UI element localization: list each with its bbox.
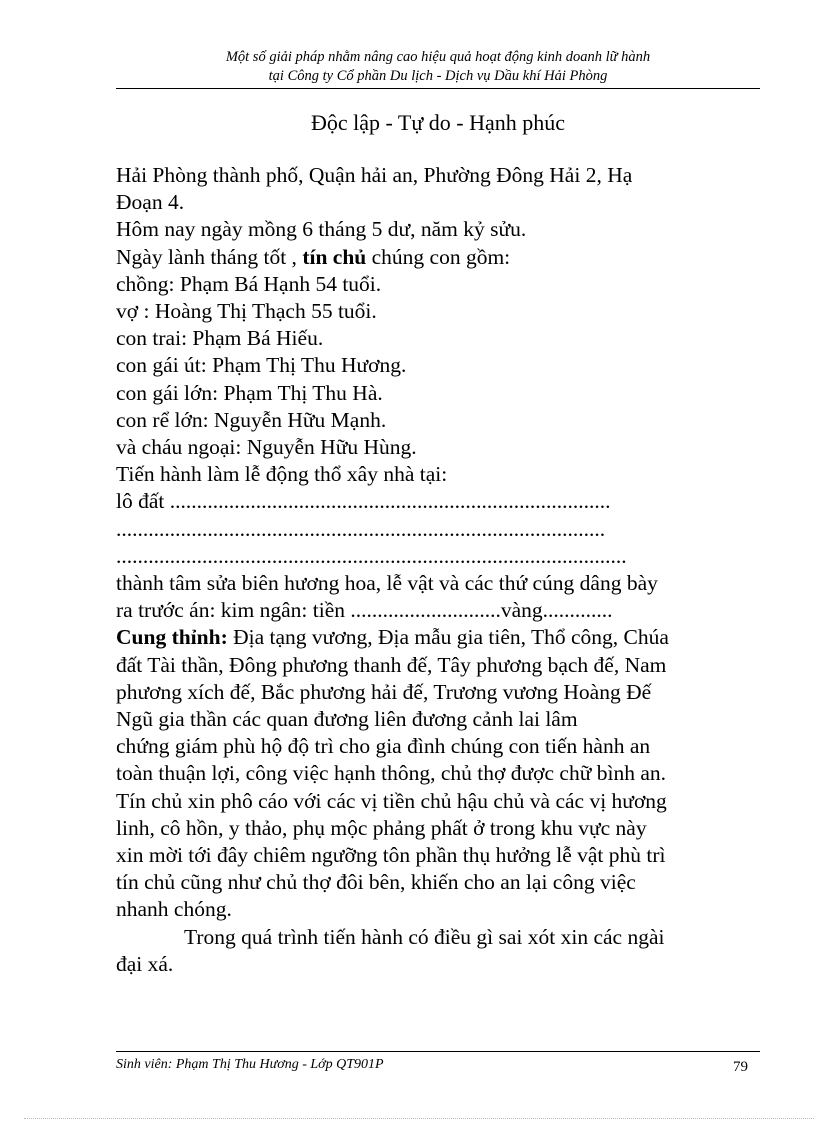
footer-divider — [116, 1051, 760, 1052]
text-line — [116, 244, 776, 271]
text-line: Tiến hành làm lễ động thổ xây nhà tại: — [116, 462, 448, 487]
text-line: ............................................................................................... — [116, 543, 627, 568]
text-line: đất Tài thần, Đông phương thanh đế, Tây phương bạch đế, Nam — [116, 652, 667, 677]
bold-term-cung-thinh: Cung thỉnh: — [116, 625, 228, 650]
text-line: thành tâm sửa biên hương hoa, lễ vật và các thứ cúng dâng bày — [116, 571, 658, 596]
text-line: toàn thuận lợi, công việc hạnh thông, chủ thợ được chữ bình an. — [116, 761, 667, 786]
text-line: nhanh chóng. — [116, 897, 232, 922]
text-fragment: Địa tạng vương, Địa mẫu gia tiên, Thổ công, Chúa — [227, 625, 669, 650]
text-line: ........................................................................................... — [116, 516, 606, 541]
text-line: phương xích đế, Bắc phương hải đế, Trương vương Hoàng Đế — [116, 679, 652, 704]
text-fragment: chúng con gồm: — [366, 244, 511, 269]
document-body — [116, 162, 776, 978]
footer-student: Sinh viên: Phạm Thị Thu Hương - Lớp QT901P — [116, 1057, 384, 1072]
text-line: Trong quá trình tiến hành có điều gì sai xót xin các ngài — [184, 924, 665, 949]
text-fragment: Ngày lành tháng tốt , — [116, 244, 303, 269]
text-line: và cháu ngoại: Nguyễn Hữu Hùng. — [116, 435, 417, 460]
running-header — [116, 48, 760, 89]
text-line: con rể lớn: Nguyễn Hữu Mạnh. — [116, 407, 387, 432]
bold-term-tin-chu: tín chủ — [302, 244, 367, 269]
text-line: lô đất .................................................................................. — [116, 489, 611, 514]
text-line: đại xá. — [116, 951, 174, 976]
text-line: linh, cô hồn, y thảo, phụ mộc phảng phất ở trong khu vực này — [116, 815, 647, 840]
text-line: chứng giám phù hộ độ trì cho gia đình chúng con tiến hành an — [116, 734, 651, 759]
text-line: vợ : Hoàng Thị Thạch 55 tuổi. — [116, 299, 377, 324]
page-number: 79 — [733, 1059, 748, 1075]
text-line: Tín chủ xin phô cáo với các vị tiền chủ hậu chủ và các vị hương — [116, 788, 667, 813]
page-edge-divider — [24, 1118, 814, 1119]
text-line: tín chủ cũng như chủ thợ đôi bên, khiến cho an lại công việc — [116, 870, 636, 895]
text-line: Ngũ gia thần các quan đương liên đương cảnh lai lâm — [116, 707, 578, 732]
header-line-1: Một số giải pháp nhằm nâng cao hiệu quả hoạt động kinh doanh lữ hành — [225, 49, 651, 65]
text-line: Hôm nay ngày mồng 6 tháng 5 dư, năm kỷ sửu. — [116, 217, 527, 242]
text-line: ra trước án: kim ngân: tiền ............................vàng............. — [116, 598, 613, 623]
text-line: con gái lớn: Phạm Thị Thu Hà. — [116, 380, 383, 405]
text-line: con gái út: Phạm Thị Thu Hương. — [116, 353, 407, 378]
text-line: Đoạn 4. — [116, 190, 185, 215]
text-line: Hải Phòng thành phố, Quận hải an, Phường Đông Hải 2, Hạ — [116, 163, 633, 187]
text-line: xin mời tới đây chiêm ngưỡng tôn phần thụ hưởng lễ vật phù trì — [116, 843, 666, 868]
text-line — [116, 624, 776, 651]
national-motto: Độc lập - Tự do - Hạnh phúc — [310, 110, 566, 135]
text-line: con trai: Phạm Bá Hiếu. — [116, 326, 324, 351]
header-line-2: tại Công ty Cổ phần Du lịch - Dịch vụ Dầu khí Hải Phòng — [268, 68, 608, 84]
text-line: chồng: Phạm Bá Hạnh 54 tuổi. — [116, 271, 382, 296]
